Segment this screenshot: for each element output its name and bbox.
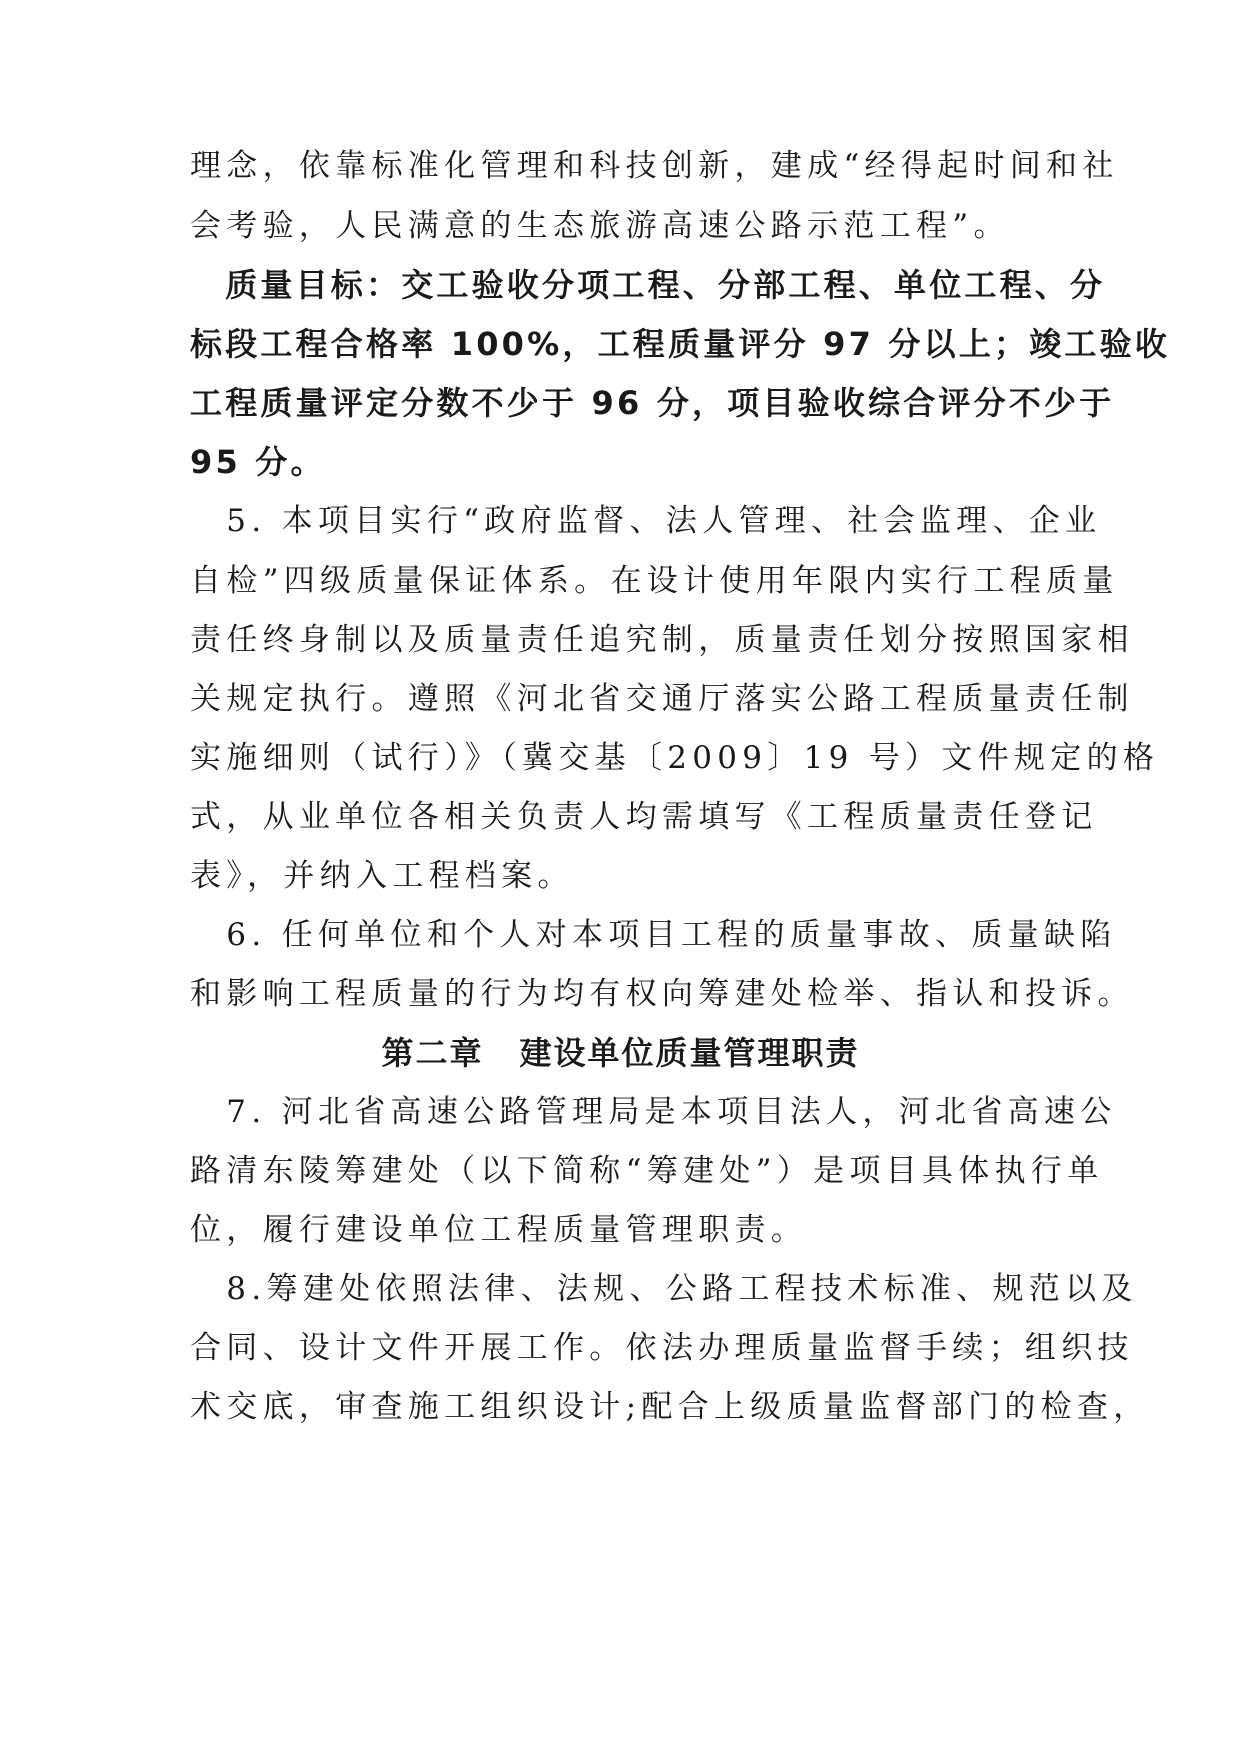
item5-line: 关规定执行。遵照《河北省交通厅落实公路工程质量责任制 bbox=[190, 681, 1134, 717]
item6-line: 和影响工程质量的行为均有权向筹建处检举、指认和投诉。 bbox=[190, 976, 1134, 1012]
item7-line: 7. 河北省高速公路管理局是本项目法人，河北省高速公 bbox=[190, 1094, 1117, 1130]
item5-line: 责任终身制以及质量责任追究制，质量责任划分按照国家相 bbox=[190, 622, 1134, 658]
text-line: 会考验，人民满意的生态旅游高速公路示范工程”。 bbox=[190, 208, 1010, 244]
quality-goal-line: 质量目标：交工验收分项工程、分部工程、单位工程、分 bbox=[190, 266, 1106, 304]
item5-line: 自检”四级质量保证体系。在设计使用年限内实行工程质量 bbox=[190, 563, 1119, 599]
item5-line: 实施细则（试行）》（冀交基〔2009〕19 号）文件规定的格 bbox=[190, 740, 1160, 776]
item8-line: 术交底，审查施工组织设计;配合上级质量监督部门的检查， bbox=[190, 1389, 1150, 1425]
quality-goal-line: 标段工程合格率 100%，工程质量评分 97 分以上；竣工验收 bbox=[190, 325, 1171, 363]
item5-line: 表》，并纳入工程档案。 bbox=[190, 858, 574, 894]
text-line: 理念，依靠标准化管理和科技创新，建成“经得起时间和社 bbox=[190, 148, 1119, 184]
chapter-number: 第二章 bbox=[381, 1034, 484, 1072]
chapter-title: 建设单位质量管理职责 bbox=[519, 1034, 860, 1072]
item5-line: 式，从业单位各相关负责人均需填写《工程质量责任登记 bbox=[190, 799, 1098, 835]
quality-goal-line: 工程质量评定分数不少于 96 分，项目验收综合评分不少于 bbox=[190, 384, 1115, 422]
item6-line: 6. 任何单位和个人对本项目工程的质量事故、质量缺陷 bbox=[190, 917, 1117, 953]
item8-line: 8.筹建处依照法律、法规、公路工程技术标准、规范以及 bbox=[190, 1271, 1138, 1307]
item8-line: 合同、设计文件开展工作。依法办理质量监督手续；组织技 bbox=[190, 1330, 1134, 1366]
chapter-heading bbox=[0, 1033, 1241, 1073]
item7-line: 位，履行建设单位工程质量管理职责。 bbox=[190, 1212, 808, 1248]
item5-line: 5. 本项目实行“政府监督、法人管理、社会监理、企业 bbox=[190, 503, 1102, 539]
quality-goal-line: 95 分。 bbox=[190, 443, 326, 481]
item7-line: 路清东陵筹建处（以下简称“筹建处”）是项目具体执行单 bbox=[190, 1153, 1104, 1189]
